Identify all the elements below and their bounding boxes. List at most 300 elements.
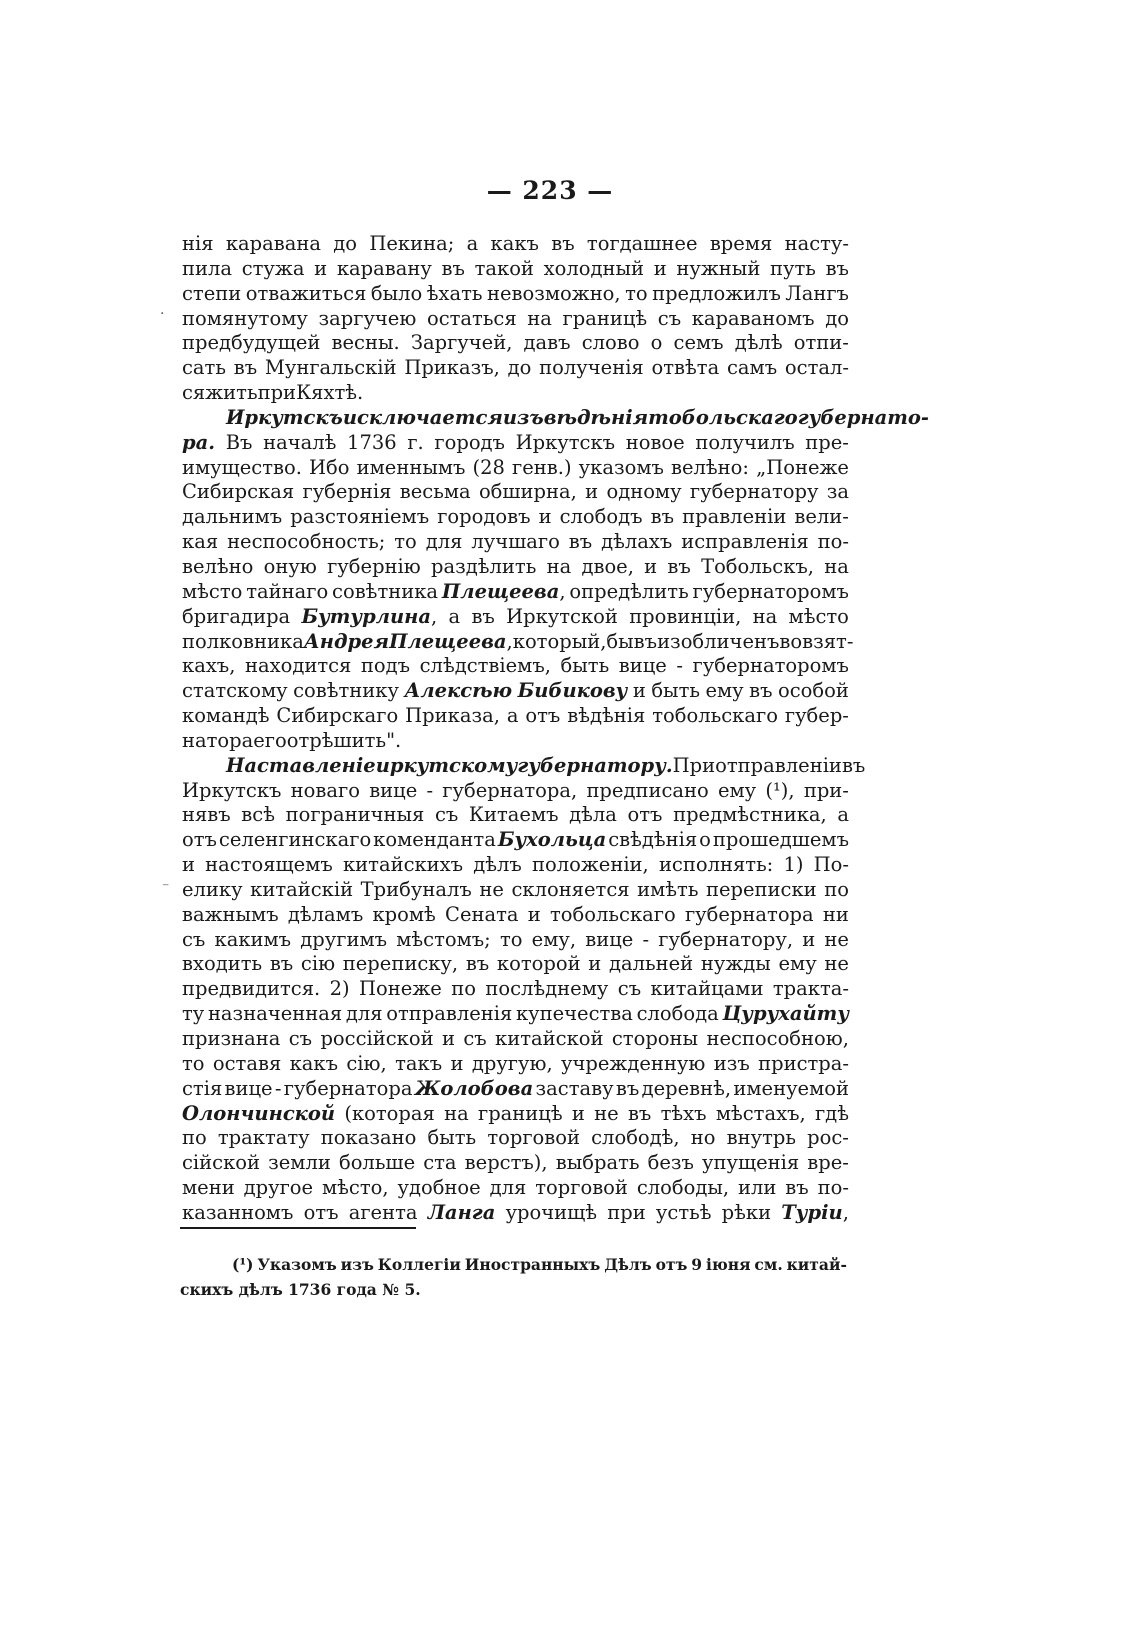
footnote-word: отъ [655, 1255, 688, 1274]
word: ся [182, 381, 206, 405]
word: склоняется [511, 877, 630, 901]
word: (28 [472, 455, 505, 479]
word: свѣдѣнія [608, 828, 698, 852]
word: до [333, 232, 358, 255]
word: изобличенъ [657, 629, 780, 653]
word: тѣхъ [660, 1101, 707, 1125]
word: весьма [399, 480, 471, 504]
word: Бутурлина, [301, 604, 438, 628]
word: тайнаго [246, 579, 329, 603]
word: полученія [539, 356, 644, 380]
footnote-word: іюня [705, 1255, 751, 1274]
word: остаться [426, 306, 517, 330]
text-line [182, 580, 849, 605]
word: стороны [611, 1027, 699, 1050]
word: статскому [182, 679, 288, 703]
word: но [690, 1126, 716, 1150]
word: Алексѣю [404, 679, 513, 703]
word: Тобольскъ, [701, 554, 815, 578]
word: натора [182, 728, 254, 752]
footnote-word: 9 [691, 1255, 703, 1274]
word: совѣтнику [293, 679, 399, 703]
word: „Понеже [756, 455, 849, 479]
word: - [642, 927, 650, 951]
text-line [182, 977, 849, 1002]
text-line [182, 257, 849, 282]
word: отъ [627, 803, 663, 827]
word: губернатору, [658, 927, 794, 951]
word: отправленіи [715, 753, 842, 777]
word: нужный [676, 256, 761, 280]
word: одному [606, 480, 682, 504]
text-line [182, 1027, 849, 1052]
word: отпи- [793, 331, 849, 355]
word: по [451, 977, 476, 1001]
word: или [738, 1176, 777, 1200]
word: вице [585, 927, 634, 951]
word: съ [617, 977, 642, 1001]
word: губернатору [689, 480, 819, 504]
word: кахъ, [182, 654, 236, 678]
word: - [426, 778, 434, 802]
word: для [345, 1002, 383, 1026]
word: такъ [395, 1051, 443, 1075]
word: положеніи, [531, 853, 649, 877]
word: признана [182, 1027, 281, 1050]
word: вице [224, 1076, 273, 1100]
text-line [182, 779, 849, 804]
word: сать [182, 356, 226, 380]
word: мѣсто [788, 604, 849, 628]
word: остал- [784, 356, 849, 380]
word: предбудущей [182, 331, 321, 355]
word: городъ [434, 430, 505, 454]
word: для [489, 1176, 527, 1200]
word: указомъ [578, 455, 664, 479]
word: Цурухайту [722, 1002, 849, 1026]
word: ему [717, 778, 757, 802]
word: слобода [636, 1002, 719, 1026]
word: о [699, 828, 711, 852]
word: въ [551, 232, 575, 255]
word: жить [205, 381, 258, 405]
word: показано [320, 1126, 417, 1150]
word: кая [182, 530, 219, 554]
word: вѣдѣнія [543, 405, 649, 429]
word: опредѣлить [569, 579, 689, 603]
footnote-word: (¹) [232, 1255, 254, 1274]
text-line [182, 456, 849, 481]
word: ра. [182, 430, 216, 454]
word: время [709, 232, 773, 255]
word: невозможно, [486, 281, 621, 305]
word: при [257, 381, 297, 405]
word: китайской [495, 1027, 604, 1050]
word: границѣ [562, 306, 648, 330]
word: до [507, 356, 532, 380]
word: Наставленіе [226, 753, 376, 777]
word: какъ [490, 232, 539, 255]
word: губернатору. [517, 753, 673, 777]
word: имущество. [182, 455, 302, 479]
word: иркутскому [375, 753, 518, 777]
word: оную [263, 554, 317, 578]
word: Приказъ, [404, 356, 500, 380]
word: какимъ [214, 927, 292, 951]
text-line [182, 1176, 849, 1201]
word: губернаторомъ [692, 579, 849, 603]
word: Туріи, [781, 1200, 849, 1224]
word: и [802, 927, 816, 951]
word: именнымъ [356, 455, 466, 479]
text-line [182, 232, 849, 257]
word: Кяхтѣ. [296, 381, 364, 405]
text-line [182, 307, 849, 332]
word: мѣстахъ, [715, 1101, 806, 1125]
word: помянутому [182, 306, 308, 330]
text-line [182, 555, 849, 580]
word: Приказа, [405, 704, 500, 728]
word: въ [785, 1176, 809, 1200]
word: внутрь [726, 1126, 797, 1150]
word: Иркутскъ [182, 778, 282, 802]
word: ѣхать [426, 281, 483, 305]
word: тогдашнее [586, 232, 698, 255]
word: и [527, 902, 541, 926]
word: купечества [515, 1002, 633, 1026]
word: какъ [289, 1051, 339, 1075]
word: трактату [217, 1126, 310, 1150]
word: который, [512, 629, 607, 653]
word: имѣть [637, 877, 699, 901]
word: 1736 [347, 430, 397, 454]
footnote-divider [180, 1227, 416, 1229]
word: каравана [225, 232, 321, 255]
word: переписку, [342, 952, 459, 976]
text-line [182, 530, 849, 555]
word: такой [474, 256, 534, 280]
word: провинціи, [629, 604, 742, 628]
word: отправленія [386, 1002, 513, 1026]
word: для [425, 530, 463, 554]
word: другое [243, 1176, 314, 1200]
word: По- [813, 853, 849, 877]
footnote-line-1 [232, 1252, 847, 1277]
footnote-line-2 [180, 1277, 847, 1302]
word: подъ [360, 654, 411, 678]
text-line [182, 480, 849, 505]
word: рѣки [721, 1200, 772, 1224]
text-line [182, 405, 930, 431]
word: исправленія [681, 530, 809, 554]
word: дѣлъ [473, 853, 522, 877]
word: Плещеева, [441, 579, 566, 603]
margin-mark: · [160, 306, 165, 322]
word: послѣднему [485, 977, 609, 1001]
text-line [182, 1126, 849, 1151]
word: удобное [397, 1176, 481, 1200]
word: слободъ [559, 505, 643, 529]
text-line [182, 605, 849, 630]
word: дальней [609, 952, 694, 976]
word: съ [434, 803, 459, 827]
word: и [632, 679, 646, 703]
word: весны. [331, 331, 400, 355]
word: Сибирскаго [276, 704, 399, 728]
word: Олончинской [182, 1101, 336, 1125]
word: прошедшемъ [712, 828, 849, 852]
word: отрѣшить". [286, 728, 402, 752]
text-line [182, 1151, 849, 1176]
word: торговой [535, 1176, 628, 1200]
word: самъ [727, 356, 778, 380]
word: губернатора [283, 1076, 413, 1100]
word: губернаторомъ [692, 654, 849, 678]
word: по- [817, 530, 849, 554]
word: и [441, 1027, 455, 1050]
word: особой [778, 679, 849, 703]
word: отважиться [245, 281, 367, 305]
word: Мунгальскій [264, 356, 397, 380]
word: вели- [794, 505, 849, 529]
word: губернатора, [442, 778, 578, 802]
text-line [182, 1201, 849, 1226]
word: ту [182, 1002, 205, 1026]
word: учрежденную [561, 1051, 706, 1075]
word: въ [233, 356, 258, 380]
word: Трибуналъ [360, 877, 472, 901]
word: всѣ [241, 803, 275, 827]
word: торговой [487, 1126, 580, 1150]
word: упущенія [702, 1151, 800, 1175]
word: слово [581, 331, 640, 355]
text-line [182, 1077, 849, 1102]
word: (которая [344, 1101, 435, 1125]
word: и [182, 853, 195, 877]
word: предмѣстника, [673, 803, 827, 827]
text-line [182, 878, 849, 903]
word: въ [441, 256, 465, 280]
word: пограничныя [285, 803, 425, 827]
word: сію [300, 952, 336, 976]
text-line [182, 629, 854, 655]
word: въ [471, 604, 495, 628]
word: находится [244, 654, 352, 678]
word: верстъ), [464, 1151, 548, 1175]
word: тобольскаго [652, 704, 778, 728]
word: караваномъ [691, 306, 815, 330]
word: устьѣ [655, 1200, 712, 1224]
word: степи [182, 281, 242, 305]
word: вѣдѣнія [567, 704, 646, 728]
word: При [672, 753, 716, 777]
footnote-word: Коллегіи [377, 1255, 461, 1274]
word: кромѣ [372, 902, 436, 926]
text-line [182, 1052, 849, 1077]
word: а [506, 704, 519, 728]
word: Бибикову [517, 679, 628, 703]
word: получилъ [695, 430, 795, 454]
word: земли [268, 1151, 331, 1175]
word: во [779, 629, 803, 653]
word: а [837, 803, 849, 827]
word: съ [657, 306, 682, 330]
word: урочищѣ [505, 1200, 598, 1224]
word: и [653, 256, 667, 280]
word: Андрея [303, 629, 390, 653]
word: велѣно: [671, 455, 749, 479]
word: нія [182, 232, 214, 255]
word: лучшаго [471, 530, 560, 554]
word: началѣ [263, 430, 337, 454]
text-line [182, 431, 849, 456]
text-line [182, 704, 849, 729]
word: въ [650, 505, 675, 529]
word: на [527, 306, 552, 330]
word: обширна, [478, 480, 577, 504]
word: полковника [182, 629, 304, 653]
word: дѣла [569, 803, 617, 827]
word: въ [568, 530, 593, 554]
word: губернато- [797, 405, 930, 429]
word: казанномъ [182, 1200, 294, 1224]
word: губернатора [684, 902, 814, 926]
word: въ [269, 952, 294, 976]
word: городовъ [437, 505, 531, 529]
word: съ [182, 927, 206, 951]
footnote-word: Указомъ [257, 1255, 337, 1274]
word: взят- [802, 629, 854, 653]
word: Ибо [309, 455, 350, 479]
word: границѣ [477, 1101, 563, 1125]
word: ему [778, 952, 817, 976]
margin-mark: ⁻ [162, 880, 170, 896]
text-line [182, 381, 849, 406]
word: Китаемъ [468, 803, 559, 827]
word: въ [749, 679, 773, 703]
word: пре- [805, 430, 849, 454]
text-line [182, 356, 849, 381]
word: съ [288, 1027, 313, 1050]
word: на [824, 554, 849, 578]
word: командѣ [182, 704, 270, 728]
word: нужды [700, 952, 771, 976]
text-line [182, 753, 866, 779]
word: двое, [581, 554, 634, 578]
word: ста [423, 1151, 457, 1175]
word: исполнять: [658, 853, 774, 877]
word: дѣлѣ [734, 331, 783, 355]
word: выбрать [555, 1151, 640, 1175]
word: елику [182, 877, 243, 901]
word: важнымъ [182, 902, 279, 926]
body-text [182, 232, 930, 1226]
word: и [450, 1051, 464, 1075]
word: дальнимъ [182, 505, 283, 529]
word: - [676, 654, 683, 678]
word: рос- [807, 1126, 849, 1150]
word: которой [496, 952, 581, 976]
text-line [182, 1002, 849, 1027]
word: предложилъ [652, 281, 781, 305]
word: ему [705, 679, 744, 703]
footnote-word: изъ [340, 1255, 374, 1274]
word: китайскихъ [342, 853, 464, 877]
word: мѣстомъ; [396, 927, 491, 951]
word: въ [825, 256, 849, 280]
word: не [824, 952, 849, 976]
word: Въ [225, 430, 253, 454]
word: и [538, 505, 552, 529]
text-line [182, 654, 849, 679]
word: (¹), [765, 778, 795, 802]
word: о [650, 331, 663, 355]
text-line [182, 282, 849, 307]
word: изъ [502, 405, 544, 429]
word: пила [182, 256, 233, 280]
word: насту- [784, 232, 849, 255]
text-line [182, 928, 849, 953]
word: Иркутскъ [515, 430, 616, 454]
word: гдѣ [814, 1101, 849, 1125]
word: на [752, 604, 778, 628]
word: то [182, 1051, 205, 1075]
text-line [182, 803, 849, 828]
word: а [466, 232, 479, 255]
word: при- [803, 778, 849, 802]
word: настоящемъ [205, 853, 333, 877]
word: пристра- [758, 1051, 849, 1075]
word: деревнѣ, [641, 1076, 732, 1100]
word: въ [465, 952, 490, 976]
word: тракта- [772, 977, 849, 1001]
word: слободѣ, [591, 1126, 680, 1150]
word: тобольскаго [648, 405, 798, 429]
text-line [182, 828, 849, 853]
word: слѣдствіемъ, [419, 654, 551, 678]
word: тобольскаго [550, 902, 676, 926]
word: россійской [320, 1027, 434, 1050]
word: неспособною, [706, 1027, 849, 1050]
word: по [824, 877, 849, 901]
word: на [546, 554, 572, 578]
word: то [499, 927, 523, 951]
footnote-word: см. [754, 1255, 783, 1274]
word: больше [338, 1151, 416, 1175]
word: въ [667, 554, 691, 578]
word: другимъ [300, 927, 388, 951]
word: изъ [713, 1051, 750, 1075]
word: стужа [241, 256, 305, 280]
word: Иркутскъ [226, 405, 343, 429]
word: слободы, [636, 1176, 730, 1200]
word: мени [182, 1176, 235, 1200]
word: то [625, 281, 648, 305]
word: въ [841, 753, 866, 777]
word: и [585, 480, 599, 504]
word: быть [651, 679, 700, 703]
word: и [571, 1101, 585, 1125]
word: то [394, 530, 417, 554]
word: и [314, 256, 328, 280]
word: съ [463, 1027, 487, 1050]
word: не [594, 1101, 619, 1125]
footnote-text: скихъ дѣлъ 1736 года № 5. [180, 1280, 421, 1299]
word: г. [407, 430, 424, 454]
word: Сената [445, 902, 519, 926]
word: входить [182, 952, 263, 976]
word: отъ [303, 1200, 339, 1224]
